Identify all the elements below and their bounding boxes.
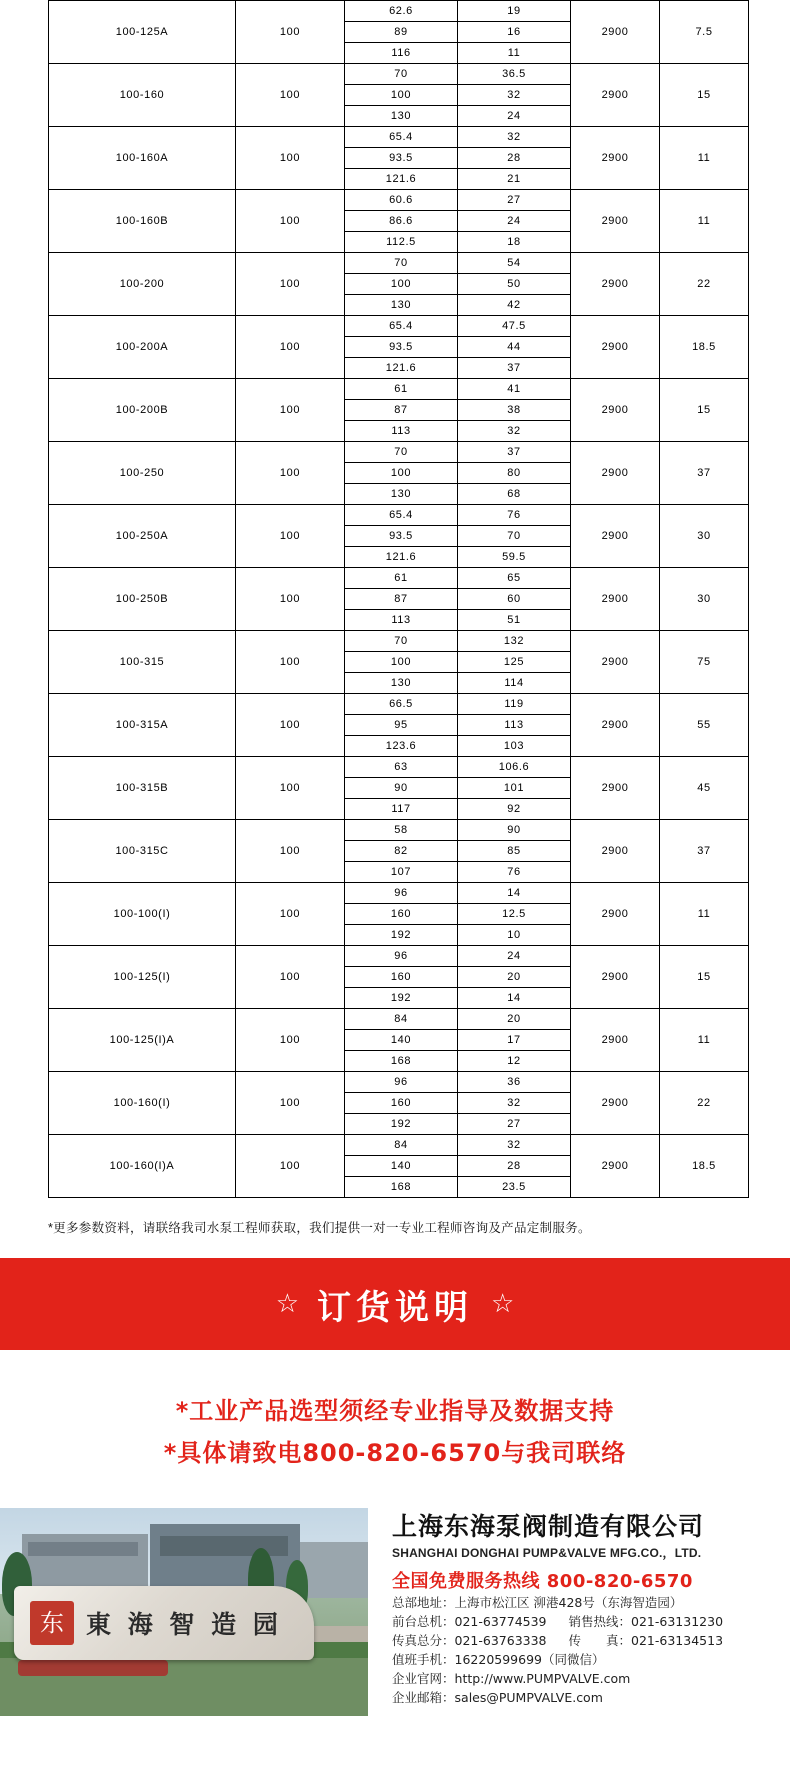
cell-speed: 2900 (571, 631, 660, 694)
cell-head: 27 (458, 1114, 571, 1135)
cell-power: 11 (660, 190, 749, 253)
cell-diameter: 100 (236, 568, 345, 631)
cell-flow: 116 (345, 43, 458, 64)
cell-flow: 130 (345, 484, 458, 505)
cell-flow: 62.6 (345, 1, 458, 22)
cell-flow: 130 (345, 106, 458, 127)
cell-flow: 121.6 (345, 358, 458, 379)
cell-head: 125 (458, 652, 571, 673)
cell-model: 100-200A (49, 316, 236, 379)
cell-model: 100-125A (49, 1, 236, 64)
cell-head: 16 (458, 22, 571, 43)
cell-model: 100-315B (49, 757, 236, 820)
cell-diameter: 100 (236, 1135, 345, 1198)
cell-head: 80 (458, 463, 571, 484)
cell-model: 100-160(I) (49, 1072, 236, 1135)
cell-power: 30 (660, 505, 749, 568)
cell-flow: 100 (345, 85, 458, 106)
notice-line-1: *工业产品选型须经专业指导及数据支持 (175, 1397, 615, 1425)
cell-head: 27 (458, 190, 571, 211)
cell-model: 100-160A (49, 127, 236, 190)
cell-model: 100-100(I) (49, 883, 236, 946)
table-row (49, 883, 749, 904)
cell-model: 100-125(I) (49, 946, 236, 1009)
cell-flow: 70 (345, 64, 458, 85)
cell-power: 15 (660, 379, 749, 442)
table-row (49, 379, 749, 400)
cell-speed: 2900 (571, 883, 660, 946)
cell-speed: 2900 (571, 64, 660, 127)
cell-head: 37 (458, 442, 571, 463)
cell-power: 37 (660, 442, 749, 505)
cell-head: 32 (458, 1135, 571, 1156)
company-name-cn: 上海东海泵阀制造有限公司 (392, 1512, 705, 1541)
cell-flow: 107 (345, 862, 458, 883)
cell-head: 11 (458, 43, 571, 64)
cell-flow: 87 (345, 589, 458, 610)
cell-head: 12.5 (458, 904, 571, 925)
photo-flowerbed (18, 1660, 168, 1676)
cell-head: 42 (458, 295, 571, 316)
cell-head: 19 (458, 1, 571, 22)
cell-diameter: 100 (236, 190, 345, 253)
cell-head: 90 (458, 820, 571, 841)
cell-speed: 2900 (571, 1135, 660, 1198)
cell-head: 28 (458, 148, 571, 169)
cell-speed: 2900 (571, 379, 660, 442)
company-logo-icon: 东 (30, 1601, 74, 1645)
cell-head: 38 (458, 400, 571, 421)
cell-head: 24 (458, 946, 571, 967)
photo-entrance-stone (14, 1586, 314, 1660)
cell-flow: 130 (345, 673, 458, 694)
cell-flow: 66.5 (345, 694, 458, 715)
cell-head: 17 (458, 1030, 571, 1051)
cell-power: 22 (660, 1072, 749, 1135)
contact-row: 传真总分：021-63763338 传 真：021-63134513 (392, 1633, 724, 1648)
cell-flow: 160 (345, 904, 458, 925)
cell-flow: 117 (345, 799, 458, 820)
cell-flow: 93.5 (345, 526, 458, 547)
cell-flow: 100 (345, 274, 458, 295)
cell-flow: 192 (345, 925, 458, 946)
cell-head: 28 (458, 1156, 571, 1177)
cell-speed: 2900 (571, 568, 660, 631)
cell-diameter: 100 (236, 631, 345, 694)
star-right-icon: ☆ (491, 1289, 515, 1318)
cell-head: 106.6 (458, 757, 571, 778)
cell-model: 100-160 (49, 64, 236, 127)
cell-head: 54 (458, 253, 571, 274)
contact-row: 值班手机：16220599699（同微信） (392, 1652, 605, 1667)
cell-flow: 121.6 (345, 547, 458, 568)
cell-flow: 70 (345, 253, 458, 274)
cell-speed: 2900 (571, 442, 660, 505)
cell-flow: 160 (345, 967, 458, 988)
cell-power: 22 (660, 253, 749, 316)
cell-head: 92 (458, 799, 571, 820)
cell-head: 103 (458, 736, 571, 757)
cell-model: 100-200 (49, 253, 236, 316)
contact-lines (392, 1593, 790, 1707)
cell-diameter: 100 (236, 316, 345, 379)
cell-head: 32 (458, 1093, 571, 1114)
cell-head: 24 (458, 106, 571, 127)
cell-head: 32 (458, 127, 571, 148)
cell-speed: 2900 (571, 190, 660, 253)
cell-power: 15 (660, 64, 749, 127)
cell-flow: 89 (345, 22, 458, 43)
factory-photo (0, 1508, 368, 1716)
cell-diameter: 100 (236, 820, 345, 883)
table-row (49, 1072, 749, 1093)
cell-speed: 2900 (571, 1009, 660, 1072)
table-row (49, 127, 749, 148)
cell-flow: 70 (345, 631, 458, 652)
cell-speed: 2900 (571, 757, 660, 820)
cell-head: 101 (458, 778, 571, 799)
cell-power: 15 (660, 946, 749, 1009)
cell-flow: 100 (345, 463, 458, 484)
table-row (49, 1, 749, 22)
notice-line-2: *具体请致电800-820-6570与我司联络 (163, 1439, 627, 1467)
cell-head: 37 (458, 358, 571, 379)
cell-head: 68 (458, 484, 571, 505)
cell-head: 59.5 (458, 547, 571, 568)
cell-head: 113 (458, 715, 571, 736)
cell-head: 114 (458, 673, 571, 694)
cell-speed: 2900 (571, 694, 660, 757)
cell-flow: 123.6 (345, 736, 458, 757)
cell-head: 32 (458, 85, 571, 106)
cell-power: 11 (660, 127, 749, 190)
cell-head: 76 (458, 862, 571, 883)
cell-speed: 2900 (571, 127, 660, 190)
cell-head: 51 (458, 610, 571, 631)
cell-flow: 65.4 (345, 505, 458, 526)
cell-head: 36 (458, 1072, 571, 1093)
cell-power: 11 (660, 1009, 749, 1072)
cell-flow: 60.6 (345, 190, 458, 211)
star-left-icon: ☆ (275, 1289, 299, 1318)
cell-model: 100-250 (49, 442, 236, 505)
cell-flow: 70 (345, 442, 458, 463)
cell-head: 119 (458, 694, 571, 715)
hotline-text: 全国免费服务热线 800-820-6570 (392, 1571, 693, 1592)
company-footer (0, 1508, 790, 1716)
banner-content (276, 1280, 515, 1329)
cell-flow: 65.4 (345, 127, 458, 148)
cell-flow: 58 (345, 820, 458, 841)
contact-row: 企业邮箱：sales@PUMPVALVE.com (392, 1690, 603, 1705)
cell-diameter: 100 (236, 1, 345, 64)
cell-diameter: 100 (236, 1009, 345, 1072)
company-name-en: SHANGHAI DONGHAI PUMP&VALVE MFG.CO.，LTD. (392, 1546, 702, 1560)
cell-flow: 100 (345, 652, 458, 673)
cell-model: 100-160B (49, 190, 236, 253)
cell-flow: 121.6 (345, 169, 458, 190)
cell-diameter: 100 (236, 1072, 345, 1135)
cell-head: 10 (458, 925, 571, 946)
cell-power: 75 (660, 631, 749, 694)
cell-flow: 61 (345, 568, 458, 589)
table-row (49, 757, 749, 778)
cell-speed: 2900 (571, 946, 660, 1009)
cell-head: 60 (458, 589, 571, 610)
cell-diameter: 100 (236, 757, 345, 820)
cell-power: 55 (660, 694, 749, 757)
cell-flow: 113 (345, 421, 458, 442)
cell-flow: 90 (345, 778, 458, 799)
cell-power: 18.5 (660, 1135, 749, 1198)
table-row (49, 694, 749, 715)
table-row (49, 442, 749, 463)
cell-diameter: 100 (236, 127, 345, 190)
cell-head: 12 (458, 1051, 571, 1072)
cell-model: 100-160(I)A (49, 1135, 236, 1198)
cell-flow: 112.5 (345, 232, 458, 253)
cell-model: 100-315 (49, 631, 236, 694)
cell-model: 100-125(I)A (49, 1009, 236, 1072)
banner-title: 订货说明 (317, 1287, 473, 1328)
cell-flow: 84 (345, 1009, 458, 1030)
cell-power: 37 (660, 820, 749, 883)
company-contact-block (368, 1508, 790, 1707)
photo-building-right (300, 1542, 368, 1598)
cell-flow: 113 (345, 610, 458, 631)
table-row (49, 820, 749, 841)
table-row (49, 1009, 749, 1030)
cell-flow: 93.5 (345, 148, 458, 169)
cell-diameter: 100 (236, 883, 345, 946)
cell-head: 14 (458, 988, 571, 1009)
cell-flow: 160 (345, 1093, 458, 1114)
cell-speed: 2900 (571, 1, 660, 64)
cell-diameter: 100 (236, 253, 345, 316)
cell-power: 45 (660, 757, 749, 820)
cell-diameter: 100 (236, 64, 345, 127)
cell-head: 65 (458, 568, 571, 589)
cell-flow: 192 (345, 988, 458, 1009)
table-row (49, 253, 749, 274)
cell-head: 36.5 (458, 64, 571, 85)
cell-head: 18 (458, 232, 571, 253)
cell-head: 41 (458, 379, 571, 400)
table-row (49, 631, 749, 652)
cell-head: 70 (458, 526, 571, 547)
table-row (49, 568, 749, 589)
cell-flow: 140 (345, 1030, 458, 1051)
cell-head: 44 (458, 337, 571, 358)
cell-diameter: 100 (236, 505, 345, 568)
cell-flow: 96 (345, 946, 458, 967)
pump-specification-table (48, 0, 749, 1198)
cell-model: 100-250B (49, 568, 236, 631)
cell-flow: 93.5 (345, 337, 458, 358)
table-footnote: *更多参数资料，请联络我司水泵工程师获取，我们提供一对一专业工程师咨询及产品定制服务。 (48, 1221, 591, 1235)
cell-flow: 96 (345, 883, 458, 904)
cell-flow: 65.4 (345, 316, 458, 337)
cell-flow: 86.6 (345, 211, 458, 232)
stone-inscription: 東 海 智 造 园 (86, 1610, 282, 1639)
cell-power: 18.5 (660, 316, 749, 379)
cell-flow: 96 (345, 1072, 458, 1093)
cell-speed: 2900 (571, 316, 660, 379)
cell-diameter: 100 (236, 442, 345, 505)
table-row (49, 64, 749, 85)
table-row (49, 316, 749, 337)
cell-head: 85 (458, 841, 571, 862)
cell-head: 23.5 (458, 1177, 571, 1198)
order-notice-list (0, 1350, 790, 1508)
cell-diameter: 100 (236, 379, 345, 442)
contact-row: 企业官网：http://www.PUMPVALVE.com (392, 1671, 631, 1686)
table-row (49, 1135, 749, 1156)
cell-model: 100-250A (49, 505, 236, 568)
contact-row: 前台总机：021-63774539 销售热线：021-63131230 (392, 1614, 724, 1629)
cell-flow: 140 (345, 1156, 458, 1177)
cell-flow: 82 (345, 841, 458, 862)
table-row (49, 946, 749, 967)
cell-flow: 168 (345, 1051, 458, 1072)
table-row (49, 190, 749, 211)
cell-head: 14 (458, 883, 571, 904)
cell-head: 47.5 (458, 316, 571, 337)
cell-flow: 84 (345, 1135, 458, 1156)
cell-diameter: 100 (236, 694, 345, 757)
cell-model: 100-315C (49, 820, 236, 883)
cell-flow: 168 (345, 1177, 458, 1198)
cell-head: 20 (458, 967, 571, 988)
cell-flow: 63 (345, 757, 458, 778)
cell-head: 20 (458, 1009, 571, 1030)
cell-power: 30 (660, 568, 749, 631)
cell-diameter: 100 (236, 946, 345, 1009)
contact-row: 总部地址：上海市松江区 泖港428号（东海智造园） (392, 1595, 683, 1610)
cell-flow: 192 (345, 1114, 458, 1135)
cell-flow: 87 (345, 400, 458, 421)
cell-flow: 95 (345, 715, 458, 736)
cell-model: 100-315A (49, 694, 236, 757)
cell-head: 21 (458, 169, 571, 190)
cell-speed: 2900 (571, 1072, 660, 1135)
cell-head: 24 (458, 211, 571, 232)
cell-speed: 2900 (571, 820, 660, 883)
cell-speed: 2900 (571, 253, 660, 316)
cell-head: 132 (458, 631, 571, 652)
cell-head: 32 (458, 421, 571, 442)
cell-speed: 2900 (571, 505, 660, 568)
cell-head: 50 (458, 274, 571, 295)
cell-power: 11 (660, 883, 749, 946)
cell-flow: 61 (345, 379, 458, 400)
order-instructions-banner (0, 1258, 790, 1350)
cell-flow: 130 (345, 295, 458, 316)
cell-head: 76 (458, 505, 571, 526)
table-row (49, 505, 749, 526)
cell-power: 7.5 (660, 1, 749, 64)
cell-model: 100-200B (49, 379, 236, 442)
